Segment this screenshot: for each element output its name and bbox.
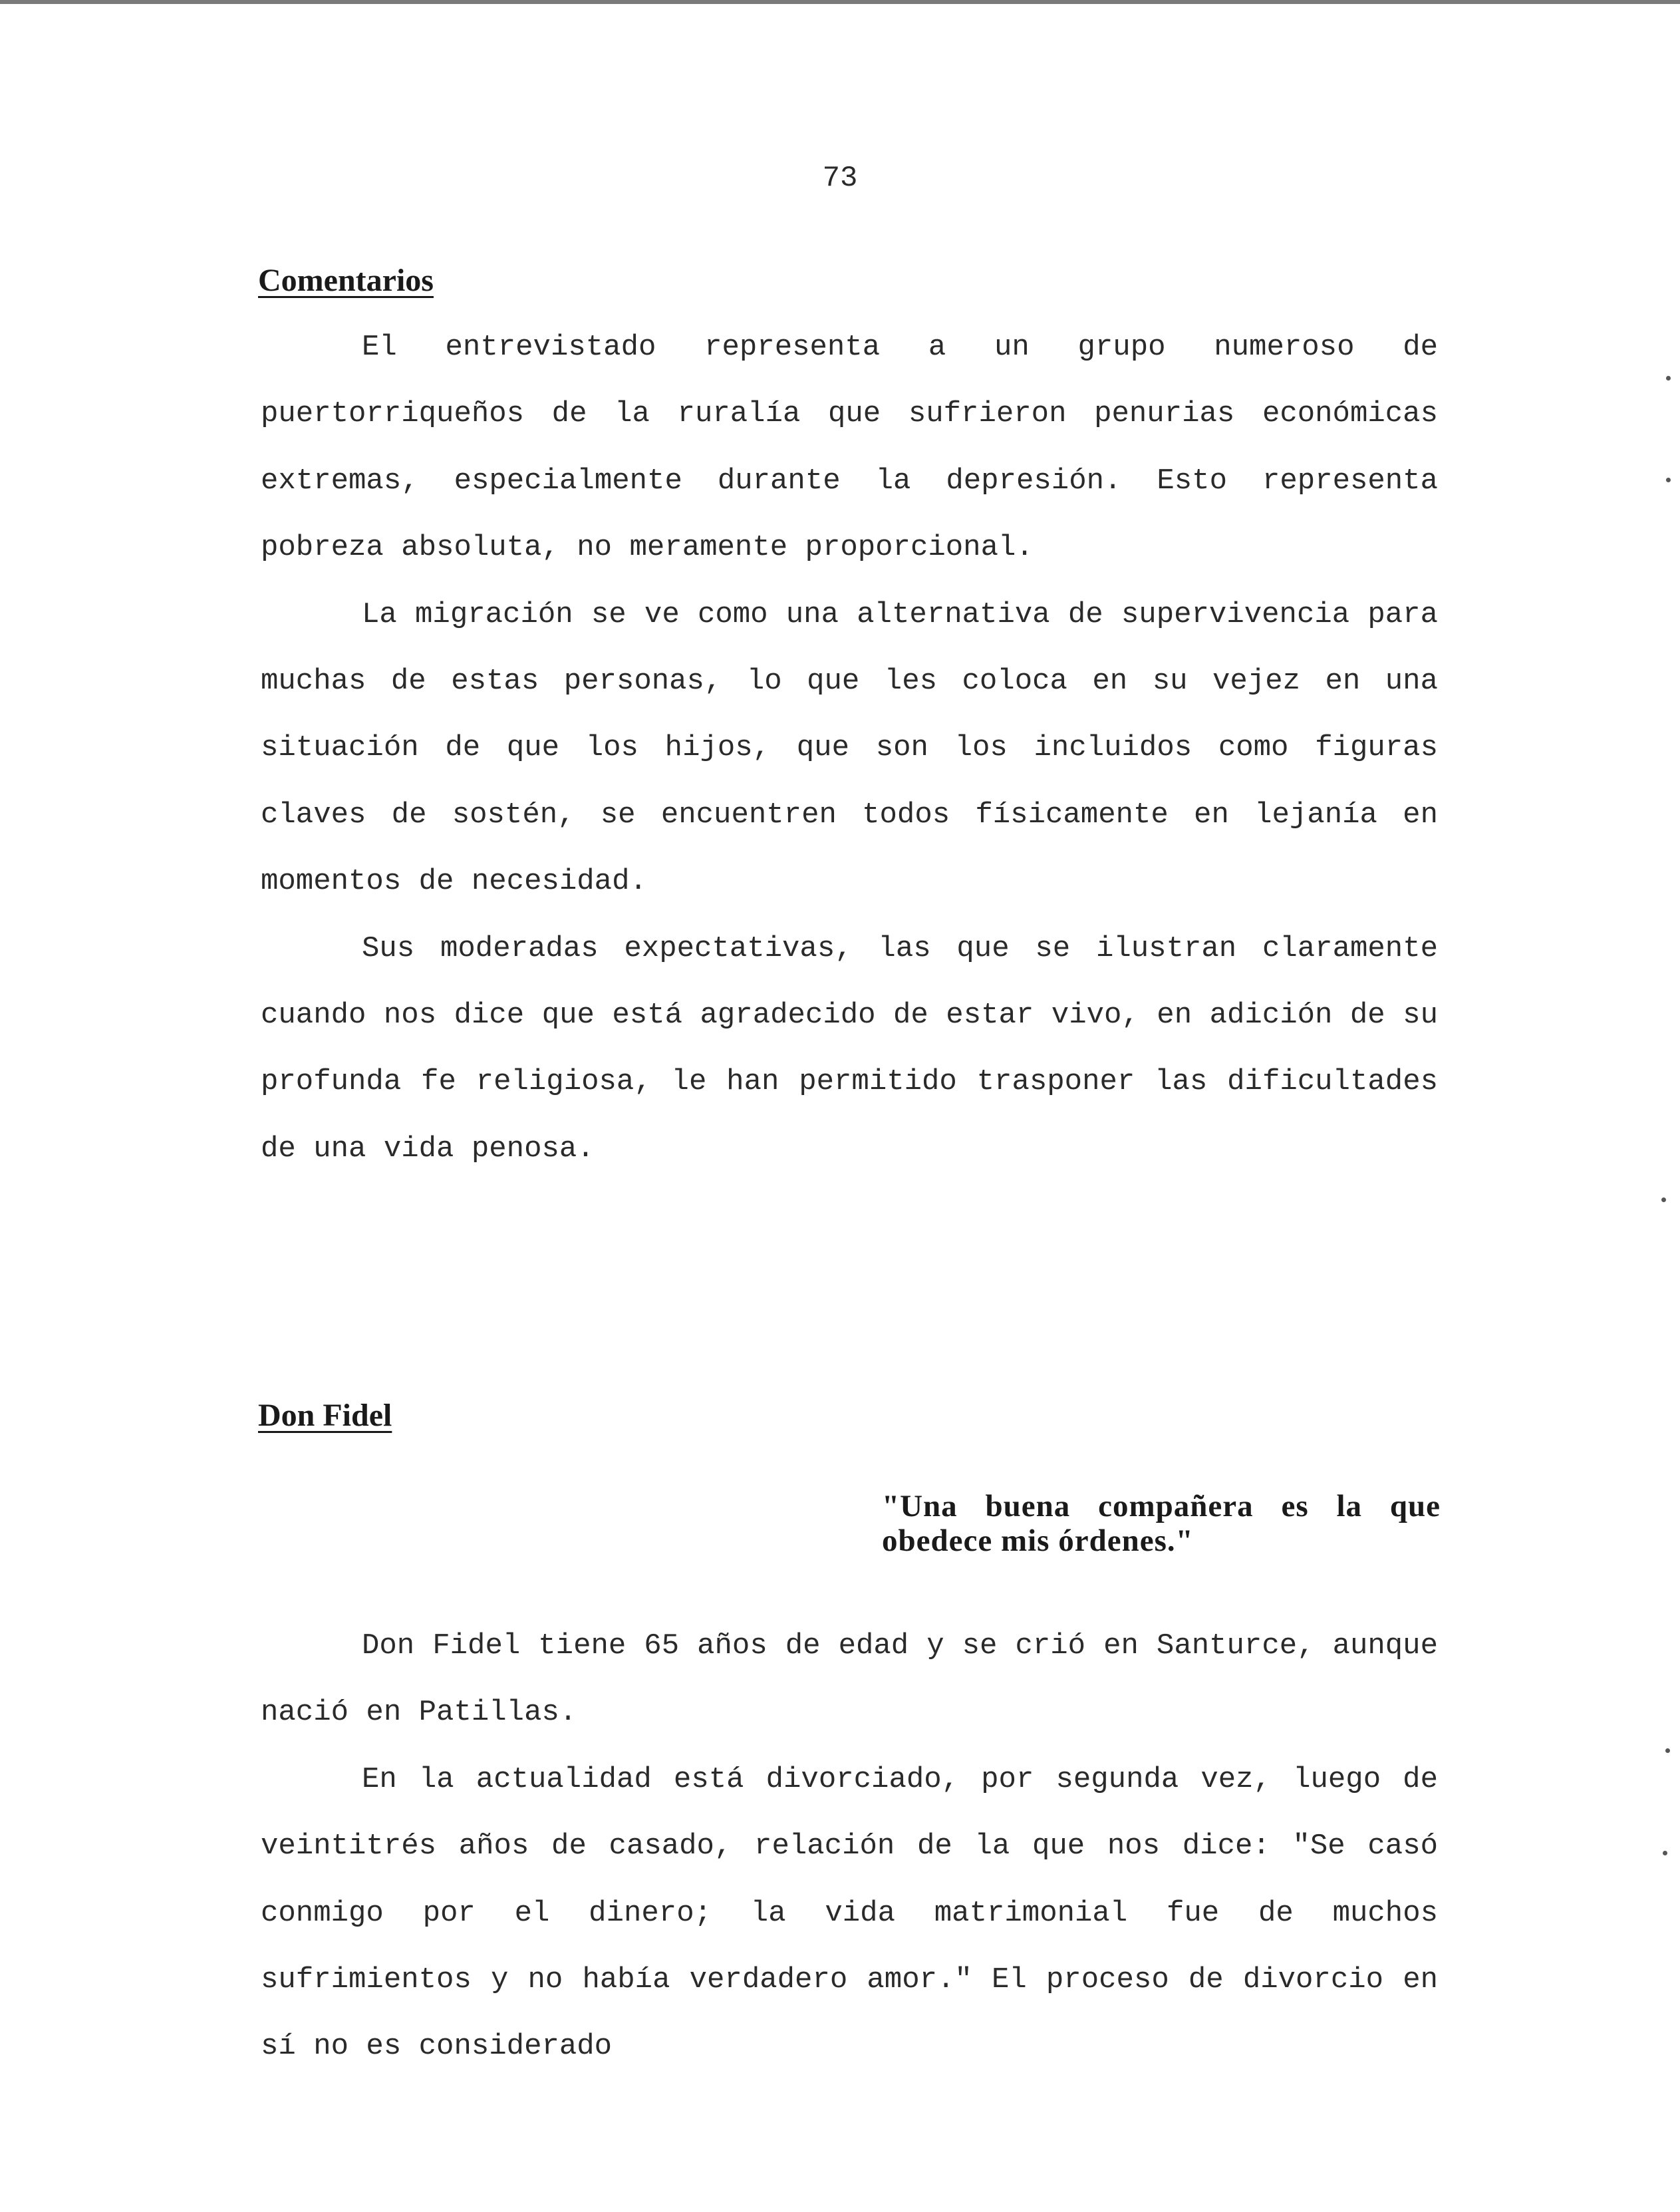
epigraph-quote: "Una buena compañera es la que obedece mis órdenes." xyxy=(882,1489,1441,1558)
body-paragraph: Sus moderadas expectativas, las que se ilustran claramente cuando nos dice que está agradecido de estar vivo, en adición de su profunda fe religiosa, le han permitido trasponer las dificultades de una vida penosa. xyxy=(261,931,1438,1166)
body-paragraph: La migración se ve como una alternativa de supervivencia para muchas de estas personas, lo que les coloca en su vejez en una situación de que los hijos, que son los incluidos como figuras claves de sostén, se encuentren todos físicamente en lejanía en momentos de necesidad. xyxy=(261,597,1438,899)
scan-speck xyxy=(1665,1748,1670,1753)
body-paragraph: En la actualidad está divorciado, por segunda vez, luego de veintitrés años de casado, relación de la que nos dice: "Se casó conmigo por el dinero; la vida matrimonial fue de muchos sufrimientos y no había verdadero amor." El proceso de divorcio en sí no es considerado xyxy=(261,1762,1438,2064)
page-number: 73 xyxy=(822,162,858,195)
scan-speck xyxy=(1666,478,1671,482)
don-fidel-body xyxy=(261,1613,1438,2080)
body-paragraph: Don Fidel tiene 65 años de edad y se crió en Santurce, aunque nació en Patillas. xyxy=(261,1629,1438,1730)
section-heading-don-fidel: Don Fidel xyxy=(258,1398,392,1433)
body-paragraph: El entrevistado representa a un grupo numeroso de puertorriqueños de la ruralía que sufrieron penurias económicas extremas, especialmente durante la depresión. Esto representa pobreza absoluta, no meramente proporcional. xyxy=(261,331,1438,565)
scan-speck xyxy=(1661,1197,1666,1202)
section-heading-comentarios: Comentarios xyxy=(258,263,434,298)
scan-speck xyxy=(1666,376,1671,381)
comentarios-body xyxy=(261,314,1438,1182)
scan-top-edge xyxy=(0,0,1680,4)
scan-speck xyxy=(1663,1851,1667,1855)
